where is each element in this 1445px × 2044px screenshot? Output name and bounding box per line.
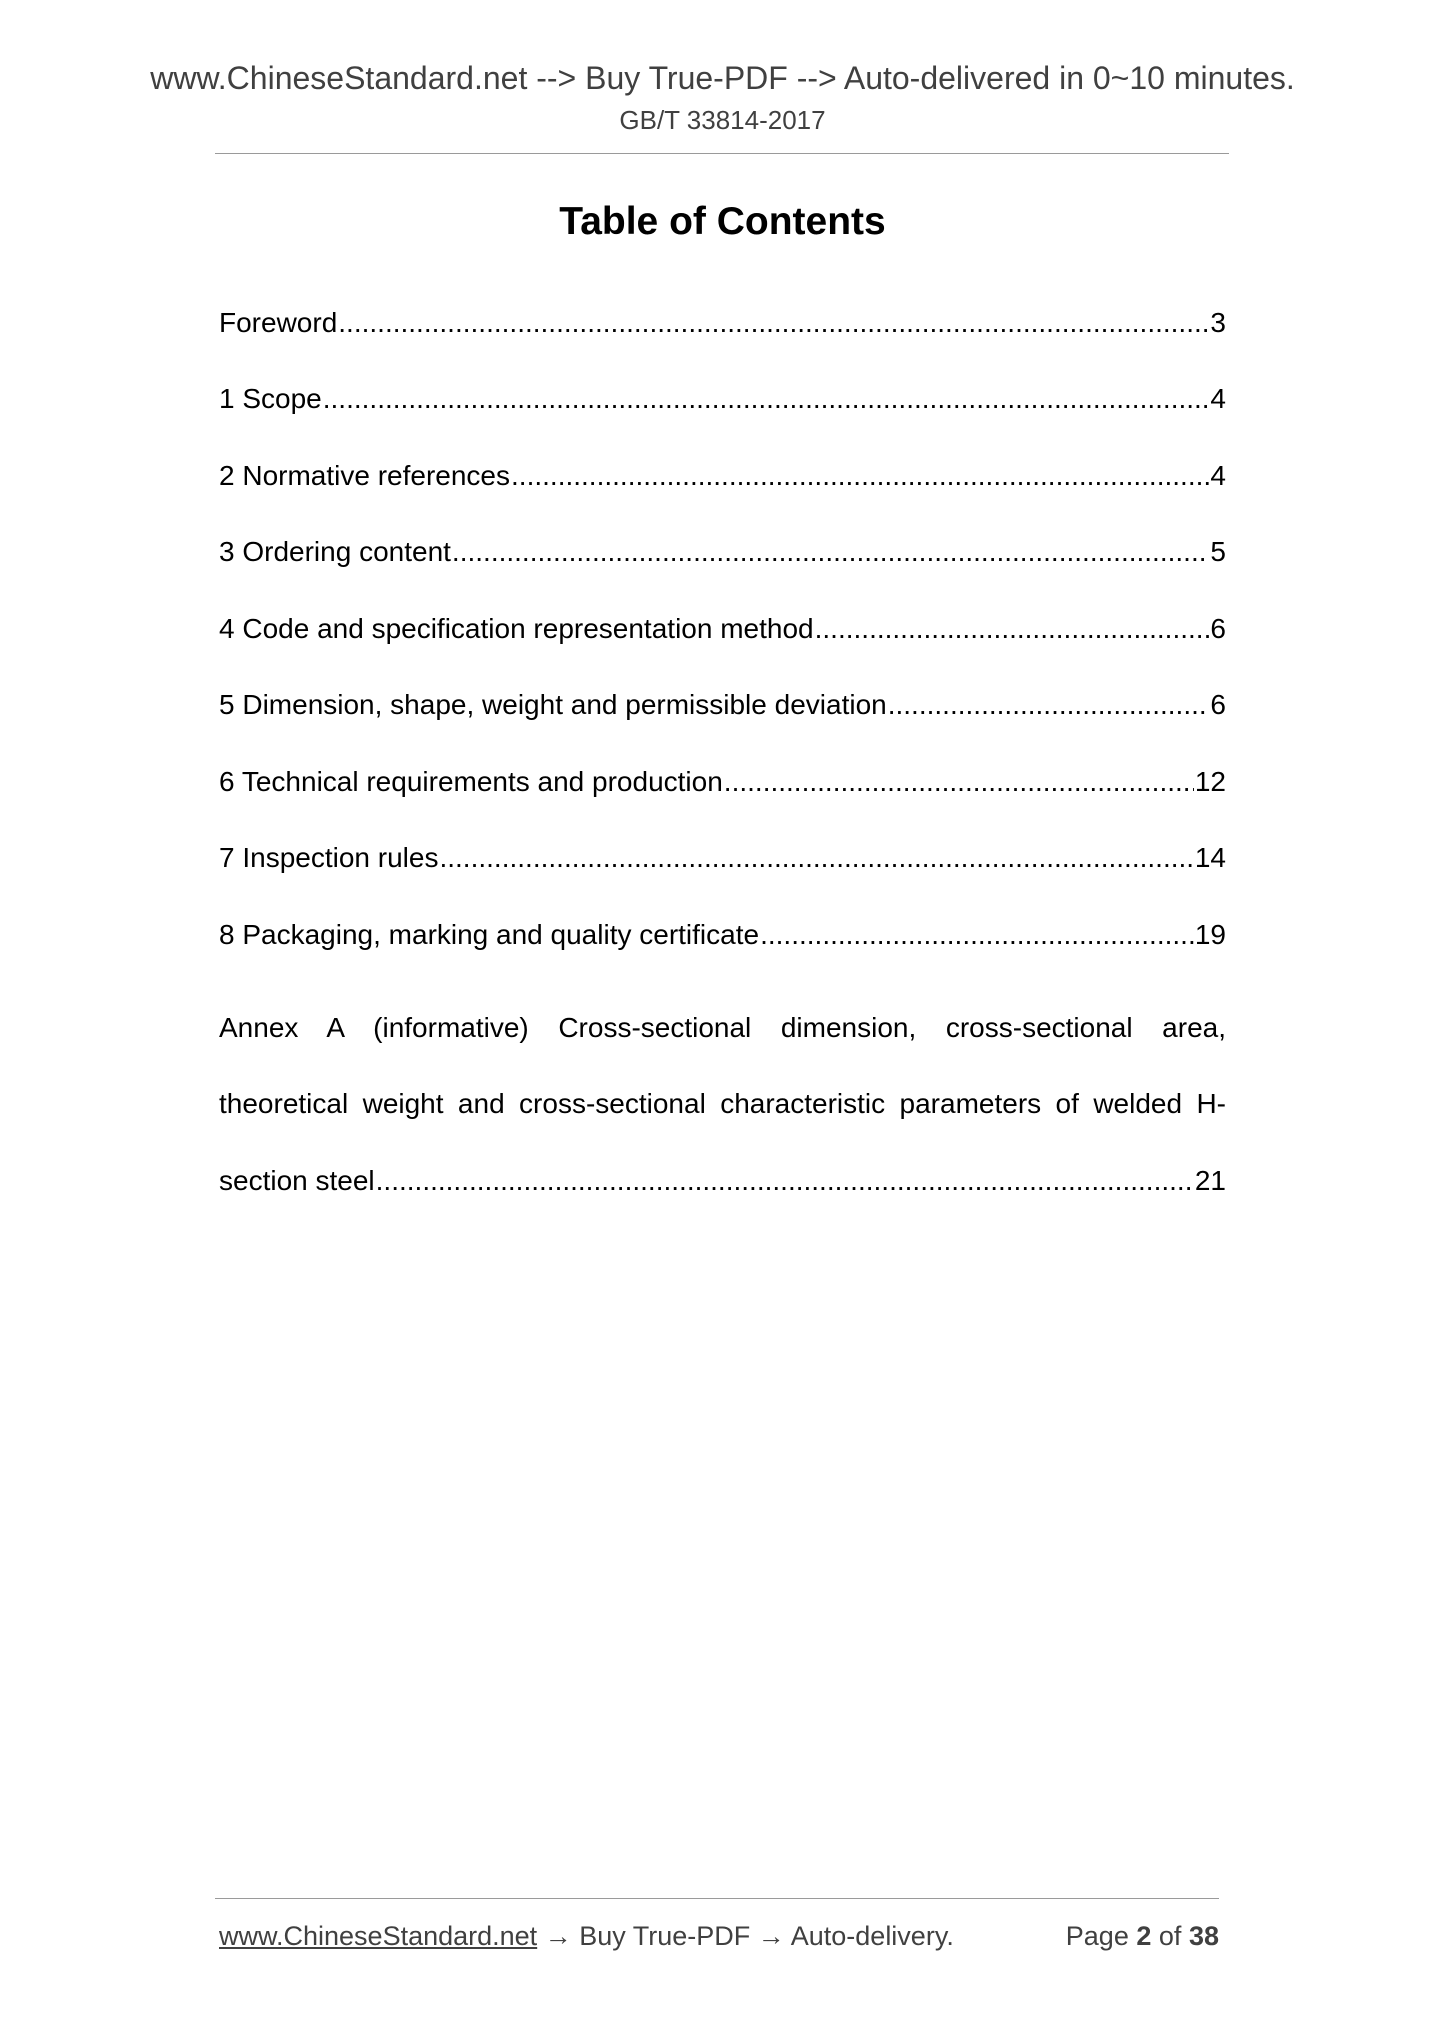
toc-leader-dots	[338, 303, 1209, 343]
footer-promo-text: → Buy True-PDF → Auto-delivery.	[537, 1921, 954, 1951]
toc-entry-label: section steel	[219, 1165, 375, 1196]
toc-entry-inspection-rules[interactable]	[219, 838, 1226, 878]
toc-entry-dimension-shape-weight[interactable]	[219, 685, 1226, 725]
page-number	[1066, 1916, 1219, 1956]
toc-entry-page: 12	[1194, 766, 1226, 797]
toc-entry-label: 5 Dimension, shape, weight and permissible deviation	[219, 689, 887, 720]
footer-website-link[interactable]: www.ChineseStandard.net	[219, 1921, 538, 1951]
toc-entry-scope[interactable]	[219, 379, 1226, 419]
toc-entry-page: 21	[1194, 1165, 1226, 1196]
toc-title: Table of Contents	[559, 200, 886, 243]
toc-leader-dots	[511, 456, 1209, 496]
toc-entry-page: 4	[1210, 383, 1226, 414]
toc-entry-page: 6	[1210, 689, 1226, 720]
toc-entry-packaging-marking[interactable]	[219, 915, 1226, 955]
toc-entry-page: 19	[1194, 919, 1226, 950]
toc-leader-dots	[452, 532, 1210, 572]
toc-leader-dots	[724, 762, 1194, 802]
toc-entry-page: 14	[1194, 842, 1226, 873]
toc-leader-dots	[888, 685, 1210, 725]
toc-entry-page: 6	[1210, 613, 1226, 644]
total-pages-number: 38	[1188, 1921, 1219, 1951]
toc-leader-dots	[760, 915, 1194, 955]
page-footer	[219, 1916, 1219, 1956]
toc-entry-page: 4	[1210, 460, 1226, 491]
toc-annex-line-1[interactable]: Annex A (informative) Cross-sectional dimension, cross-sectional area,	[219, 1012, 1226, 1043]
toc-entry-label: Foreword	[219, 307, 338, 338]
toc-leader-dots	[323, 379, 1210, 419]
toc-entry-ordering-content[interactable]	[219, 532, 1226, 572]
header-banner: www.ChineseStandard.net --> Buy True-PDF --> Auto-delivered in 0~10 minutes.	[150, 60, 1295, 96]
toc-entry-label: 2 Normative references	[219, 460, 511, 491]
of-word: of	[1158, 1921, 1182, 1951]
toc-entry-label: 7 Inspection rules	[219, 842, 439, 873]
toc-annex-line-2[interactable]: theoretical weight and cross-sectional characteristic parameters of welded H-	[219, 1088, 1226, 1119]
toc-entry-label: 8 Packaging, marking and quality certificate	[219, 919, 760, 950]
toc-entry-page: 5	[1210, 536, 1226, 567]
toc-entry-label: 3 Ordering content	[219, 536, 451, 567]
toc-entry-normative-references[interactable]	[219, 456, 1226, 496]
current-page-number: 2	[1136, 1921, 1152, 1951]
footer-promo	[219, 1916, 954, 1956]
toc-entry-annex-a[interactable]	[219, 1161, 1226, 1201]
page-word: Page	[1065, 1921, 1129, 1951]
toc-entry-foreword[interactable]	[219, 303, 1226, 343]
toc-leader-dots	[815, 609, 1210, 649]
toc-entry-code-and-specification[interactable]	[219, 609, 1226, 649]
document-code: GB/T 33814-2017	[619, 105, 826, 135]
toc-entry-page: 3	[1210, 307, 1226, 338]
toc-leader-dots	[376, 1161, 1194, 1201]
toc-entry-technical-requirements[interactable]	[219, 762, 1226, 802]
toc-entry-label: 1 Scope	[219, 383, 322, 414]
toc-entry-label: 6 Technical requirements and production	[219, 766, 723, 797]
footer-divider	[215, 1898, 1219, 1899]
toc-entry-label: 4 Code and specification representation method	[219, 613, 814, 644]
toc-leader-dots	[439, 838, 1193, 878]
